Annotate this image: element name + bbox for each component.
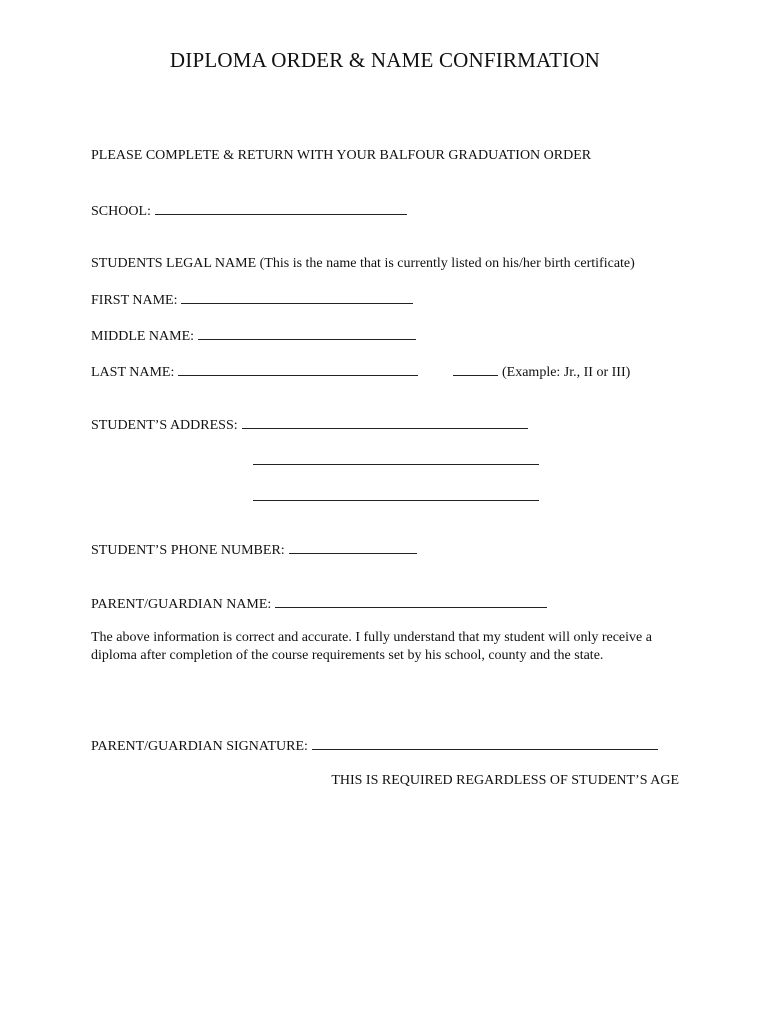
suffix-example: (Example: Jr., II or III) [502,365,631,380]
signature-row [91,736,658,756]
instruction-text: PLEASE COMPLETE & RETURN WITH YOUR BALFOUR GRADUATION ORDER [91,148,592,163]
legal-name-heading: STUDENTS LEGAL NAME (This is the name that is currently listed on his/her birth certificate) [91,256,635,271]
school-label: SCHOOL: [91,204,151,219]
parent-name-label: PARENT/GUARDIAN NAME: [91,597,272,612]
middle-name-row [91,326,416,346]
address-field-line-3[interactable] [253,487,539,501]
last-name-label: LAST NAME: [91,365,175,380]
address-row [91,415,528,435]
phone-field[interactable] [289,540,417,554]
first-name-label: FIRST NAME: [91,293,178,308]
first-name-field[interactable] [181,290,413,304]
parent-name-field[interactable] [275,594,547,608]
suffix-field[interactable] [453,362,498,376]
required-note: THIS IS REQUIRED REGARDLESS OF STUDENT’S AGE [331,773,679,788]
signature-field[interactable] [312,736,658,750]
statement-paragraph: The above information is correct and accurate. I fully understand that my student will only receive a diploma after completion of the course requirements set by his school, county and the state. [91,630,652,663]
school-field[interactable] [155,201,407,215]
middle-name-field[interactable] [198,326,416,340]
first-name-row [91,290,413,310]
suffix-row [453,362,630,382]
address-field-line-2[interactable] [253,451,539,465]
parent-name-row [91,594,547,614]
middle-name-label: MIDDLE NAME: [91,329,195,344]
page-title: DIPLOMA ORDER & NAME CONFIRMATION [169,48,601,72]
last-name-field[interactable] [178,362,418,376]
last-name-row [91,362,418,382]
phone-label: STUDENT’S PHONE NUMBER: [91,543,285,558]
address-field-line-1[interactable] [242,415,528,429]
signature-label: PARENT/GUARDIAN SIGNATURE: [91,739,308,754]
address-label: STUDENT’S ADDRESS: [91,418,238,433]
phone-row [91,540,417,560]
school-row [91,201,407,221]
